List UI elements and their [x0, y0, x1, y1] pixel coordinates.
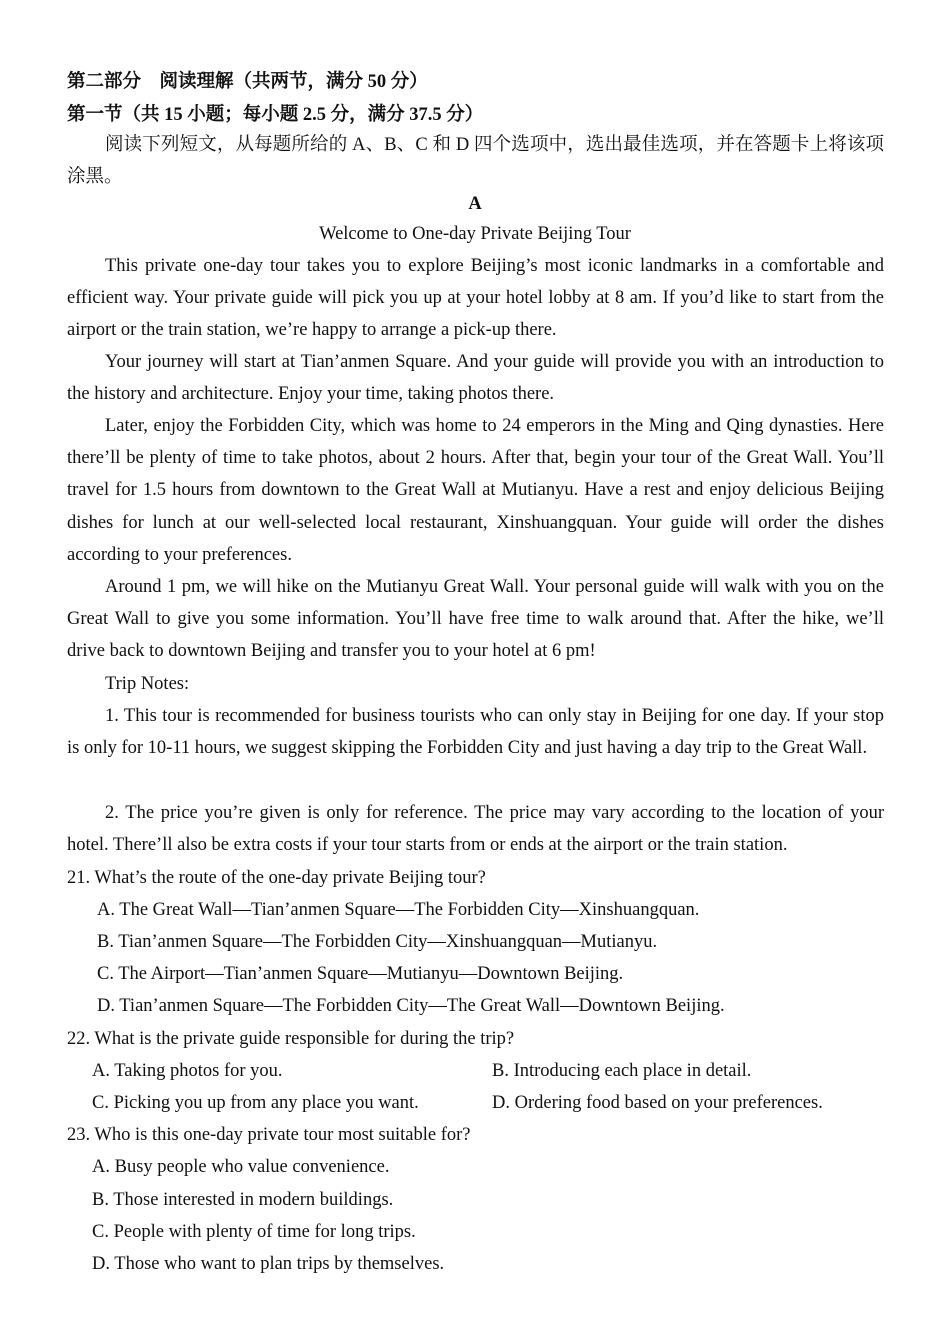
option-b: B. Introducing each place in detail.	[492, 1061, 752, 1081]
passage-paragraph: Around 1 pm, we will hike on the Mutianyu Great Wall. Your personal guide will walk with you on the Great Wall to give you some information. You’ll have free time to walk around that. After the hike, we’ll drive back to downtown Beijing and transfer you to your hotel at 6 pm!	[67, 577, 884, 662]
option-a: A. The Great Wall—Tian’anmen Square—The Forbidden City—Xinshuangquan.	[97, 900, 700, 920]
instructions: 阅读下列短文，从每题所给的 A、B、C 和 D 四个选项中，选出最佳选项，并在答题卡上将该项涂黑。	[67, 135, 884, 188]
trip-note: 1. This tour is recommended for business tourists who can only stay in Beijing for one day. If your stop is only for 10-11 hours, we suggest skipping the Forbidden City and just having a day trip to the Great Wall.	[67, 706, 884, 759]
question-stem: 22. What is the private guide responsible for during the trip?	[67, 1029, 515, 1049]
option-c: C. The Airport—Tian’anmen Square—Mutianyu—Downtown Beijing.	[97, 964, 624, 984]
option-d: D. Ordering food based on your preferences.	[492, 1093, 823, 1113]
trip-note: 2. The price you’re given is only for reference. The price may vary according to the location of your hotel. There’ll also be extra costs if your tour starts from or ends at the airport or the train station.	[67, 803, 884, 856]
passage-paragraph: This private one-day tour takes you to explore Beijing’s most iconic landmarks in a comfortable and efficient way. Your private guide will pick you up at your hotel lobby at 8 am. If you’d like to start from the airport or the train station, we’re happy to arrange a pick-up there.	[67, 256, 884, 341]
passage-paragraph: Later, enjoy the Forbidden City, which was home to 24 emperors in the Ming and Qing dynasties. Here there’ll be plenty of time to take photos, about 2 hours. After that, begin your tour of the Great Wall. You’ll travel for 1.5 hours from downtown to the Great Wall at Mutianyu. Have a rest and enjoy delicious Beijing dishes for lunch at our well-selected local restaurant, Xinshuangquan. Your guide will order the dishes according to your preferences.	[67, 416, 884, 565]
option-b: B. Those interested in modern buildings.	[92, 1190, 394, 1210]
passage-label: A	[468, 194, 482, 214]
option-a: A. Busy people who value convenience.	[92, 1157, 390, 1177]
option-d: D. Tian’anmen Square—The Forbidden City—The Great Wall—Downtown Beijing.	[97, 996, 725, 1016]
question-stem: 21. What’s the route of the one-day private Beijing tour?	[67, 868, 486, 888]
part-title: 第二部分 阅读理解（共两节，满分 50 分）	[67, 72, 428, 92]
option-a: A. Taking photos for you.	[92, 1061, 283, 1081]
section-title: 第一节（共 15 小题；每小题 2.5 分，满分 37.5 分）	[67, 105, 484, 125]
trip-notes-heading: Trip Notes:	[105, 674, 190, 694]
option-c: C. People with plenty of time for long trips.	[92, 1222, 416, 1242]
option-b: B. Tian’anmen Square—The Forbidden City—Xinshuangquan—Mutianyu.	[97, 932, 658, 952]
question-stem: 23. Who is this one-day private tour most suitable for?	[67, 1125, 471, 1145]
option-d: D. Those who want to plan trips by themselves.	[92, 1254, 445, 1274]
passage-title: Welcome to One-day Private Beijing Tour	[319, 224, 631, 244]
passage-paragraph: Your journey will start at Tian’anmen Square. And your guide will provide you with an introduction to the history and architecture. Enjoy your time, taking photos there.	[67, 352, 884, 405]
option-c: C. Picking you up from any place you want.	[92, 1093, 419, 1113]
